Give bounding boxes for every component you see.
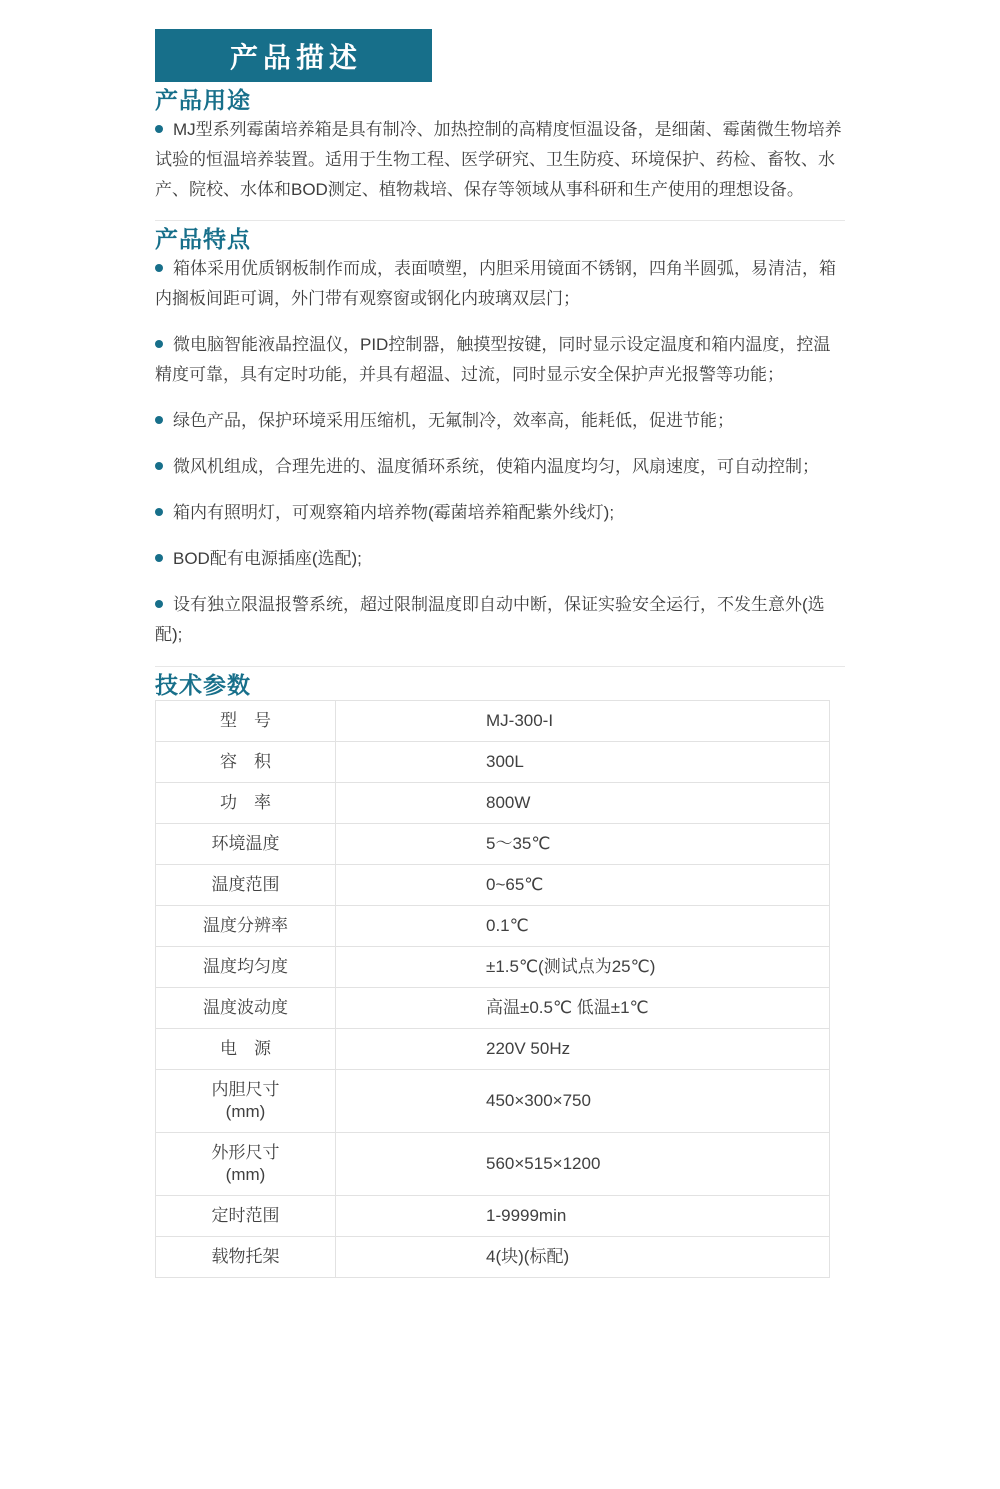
table-row (156, 783, 830, 824)
spec-label: 温度范围 (156, 865, 336, 906)
spec-value: MJ-300-I (336, 701, 830, 742)
section-heading-specs: 技术参数 (155, 672, 251, 698)
table-row (156, 865, 830, 906)
spec-label (156, 1070, 336, 1133)
spec-value: 4(块)(标配) (336, 1237, 830, 1278)
spec-label: 定时范围 (156, 1196, 336, 1237)
bullet-dot-icon (155, 462, 163, 470)
table-row (156, 1196, 830, 1237)
feature-item-text: 设有独立限温报警系统，超过限制温度即自动中断，保证实验安全运行，不发生意外(选配); (155, 595, 825, 644)
spec-value: 1-9999min (336, 1196, 830, 1237)
table-row (156, 1070, 830, 1133)
feature-item-text: 微风机组成，合理先进的、温度循环系统，使箱内温度均匀，风扇速度，可自动控制； (173, 457, 819, 476)
table-row (156, 742, 830, 783)
bullet-dot-icon (155, 508, 163, 516)
feature-item-text: 绿色产品，保护环境采用压缩机，无氟制冷，效率高，能耗低，促进节能； (173, 411, 734, 430)
features-list (155, 254, 845, 650)
table-row (156, 988, 830, 1029)
spec-label: 载物托架 (156, 1237, 336, 1278)
spec-value: 5～35℃ (336, 824, 830, 865)
feature-item-text: 箱内有照明灯，可观察箱内培养物(霉菌培养箱配紫外线灯); (173, 503, 615, 522)
specs-table (155, 700, 830, 1278)
product-description-banner (155, 29, 432, 82)
feature-item-text: BOD配有电源插座(选配); (173, 549, 362, 568)
feature-item-text: 微电脑智能液晶控温仪，PID控制器，触摸型按键，同时显示设定温度和箱内温度，控温精度可靠，具有定时功能，并具有超温、过流，同时显示安全保护声光报警等功能； (155, 335, 831, 384)
table-row (156, 1133, 830, 1196)
spec-label (156, 1133, 336, 1196)
spec-value: 220V 50Hz (336, 1029, 830, 1070)
table-row (156, 906, 830, 947)
spec-label: 电 源 (156, 1029, 336, 1070)
feature-item (155, 406, 845, 436)
usage-paragraph-text: MJ型系列霉菌培养箱是具有制冷、加热控制的高精度恒温设备，是细菌、霉菌微生物培养试验的恒温培养装置。适用于生物工程、医学研究、卫生防疫、环境保护、药检、畜牧、水产、院校、水体和BOD测定、植物栽培、保存等领域从事科研和生产使用的理想设备。 (155, 120, 842, 199)
table-row (156, 1237, 830, 1278)
spec-value: 300L (336, 742, 830, 783)
spec-label-line1: 外形尺寸 (211, 1143, 280, 1162)
spec-label: 温度分辨率 (156, 906, 336, 947)
table-row (156, 1029, 830, 1070)
table-row (156, 947, 830, 988)
spec-label: 型 号 (156, 701, 336, 742)
bullet-dot-icon (155, 554, 163, 562)
spec-label: 温度均匀度 (156, 947, 336, 988)
spec-value: 0~65℃ (336, 865, 830, 906)
feature-item (155, 330, 845, 390)
spec-label: 温度波动度 (156, 988, 336, 1029)
bullet-dot-icon (155, 416, 163, 424)
spec-label-line1: 内胆尺寸 (211, 1080, 280, 1099)
spec-value: 800W (336, 783, 830, 824)
feature-item-text: 箱体采用优质钢板制作而成，表面喷塑，内胆采用镜面不锈钢，四角半圆弧，易清洁，箱内搁板间距可调，外门带有观察窗或钢化内玻璃双层门； (155, 259, 836, 308)
spec-value: 560×515×1200 (336, 1133, 830, 1196)
feature-item (155, 590, 845, 650)
feature-item (155, 544, 845, 574)
bullet-dot-icon (155, 125, 163, 133)
bullet-dot-icon (155, 264, 163, 272)
feature-item (155, 254, 845, 314)
feature-item (155, 498, 845, 528)
section-heading-usage: 产品用途 (155, 87, 251, 113)
spec-value: ±1.5℃(测试点为25℃) (336, 947, 830, 988)
bullet-dot-icon (155, 600, 163, 608)
section-heading-features: 产品特点 (155, 226, 251, 252)
table-row (156, 824, 830, 865)
spec-label: 功 率 (156, 783, 336, 824)
spec-label-line2: (mm) (225, 1165, 266, 1184)
spec-label: 容 积 (156, 742, 336, 783)
banner-title: 产品描述 (229, 41, 362, 73)
spec-value: 高温±0.5℃ 低温±1℃ (336, 988, 830, 1029)
bullet-dot-icon (155, 340, 163, 348)
spec-label-line2: (mm) (225, 1102, 266, 1121)
spec-label: 环境温度 (156, 824, 336, 865)
feature-item (155, 452, 845, 482)
usage-paragraph (155, 115, 845, 205)
table-row (156, 701, 830, 742)
spec-value: 450×300×750 (336, 1070, 830, 1133)
spec-value: 0.1℃ (336, 906, 830, 947)
